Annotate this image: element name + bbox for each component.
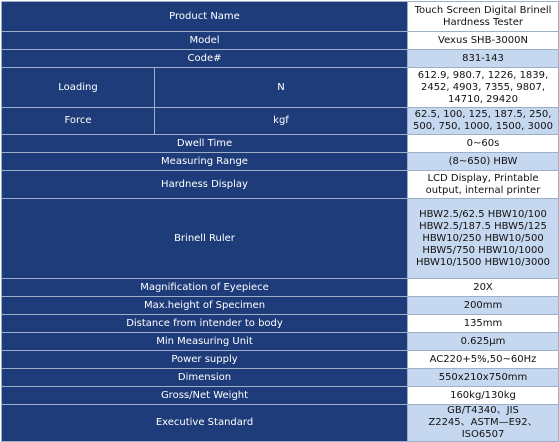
distance-value: 135mm — [408, 315, 559, 333]
row-dwell-time — [2, 135, 559, 153]
magnification-value: 20X — [408, 279, 559, 297]
measuring-range-label: Measuring Range — [2, 153, 408, 171]
dimension-label: Dimension — [2, 369, 408, 387]
code-value: 831-143 — [408, 50, 559, 68]
brinell-ruler-label: Brinell Ruler — [2, 199, 408, 279]
executive-standard-value: GB/T4340、JIS Z2245、ASTM—E92、ISO6507 — [408, 405, 559, 442]
row-executive-standard — [2, 405, 559, 442]
hardness-display-value: LCD Display, Printable output, internal printer — [408, 171, 559, 199]
row-product-name — [2, 2, 559, 32]
row-measuring-range — [2, 153, 559, 171]
dwell-time-value: 0~60s — [408, 135, 559, 153]
model-label: Model — [2, 32, 408, 50]
brinell-ruler-value: HBW2.5/62.5 HBW10/100 HBW2.5/187.5 HBW5/125 HBW10/250 HBW10/500 HBW5/750 HBW10/1000 HBW10/1500 HBW10/3000 — [408, 199, 559, 279]
distance-label: Distance from intender to body — [2, 315, 408, 333]
power-supply-label: Power supply — [2, 351, 408, 369]
unit-kgf-label: kgf — [155, 108, 408, 135]
max-height-label: Max.height of Specimen — [2, 297, 408, 315]
hardness-display-label: Hardness Display — [2, 171, 408, 199]
dimension-value: 550x210x750mm — [408, 369, 559, 387]
row-min-measuring-unit — [2, 333, 559, 351]
unit-n-label: N — [155, 68, 408, 108]
row-max-height — [2, 297, 559, 315]
row-magnification — [2, 279, 559, 297]
model-value: Vexus SHB-3000N — [408, 32, 559, 50]
magnification-label: Magnification of Eyepiece — [2, 279, 408, 297]
min-measuring-unit-value: 0.625μm — [408, 333, 559, 351]
code-label: Code# — [2, 50, 408, 68]
row-loading-force-kgf — [2, 108, 559, 135]
force-n-value: 612.9, 980.7, 1226, 1839, 2452, 4903, 7355, 9807, 14710, 29420 — [408, 68, 559, 108]
measuring-range-value: (8~650) HBW — [408, 153, 559, 171]
row-model — [2, 32, 559, 50]
product-name-label: Product Name — [2, 2, 408, 32]
weight-value: 160kg/130kg — [408, 387, 559, 405]
row-loading-force-n — [2, 68, 559, 108]
power-supply-value: AC220+5%,50~60Hz — [408, 351, 559, 369]
min-measuring-unit-label: Min Measuring Unit — [2, 333, 408, 351]
force-label: Force — [2, 108, 155, 135]
product-name-value: Touch Screen Digital Brinell Hardness Tester — [408, 2, 559, 32]
force-kgf-value: 62.5, 100, 125, 187.5, 250, 500, 750, 1000, 1500, 3000 — [408, 108, 559, 135]
max-height-value: 200mm — [408, 297, 559, 315]
loading-label: Loading — [2, 68, 155, 108]
row-weight — [2, 387, 559, 405]
row-distance — [2, 315, 559, 333]
row-power-supply — [2, 351, 559, 369]
spec-table — [1, 1, 559, 442]
row-brinell-ruler — [2, 199, 559, 279]
weight-label: Gross/Net Weight — [2, 387, 408, 405]
executive-standard-label: Executive Standard — [2, 405, 408, 442]
row-hardness-display — [2, 171, 559, 199]
dwell-time-label: Dwell Time — [2, 135, 408, 153]
row-code — [2, 50, 559, 68]
row-dimension — [2, 369, 559, 387]
